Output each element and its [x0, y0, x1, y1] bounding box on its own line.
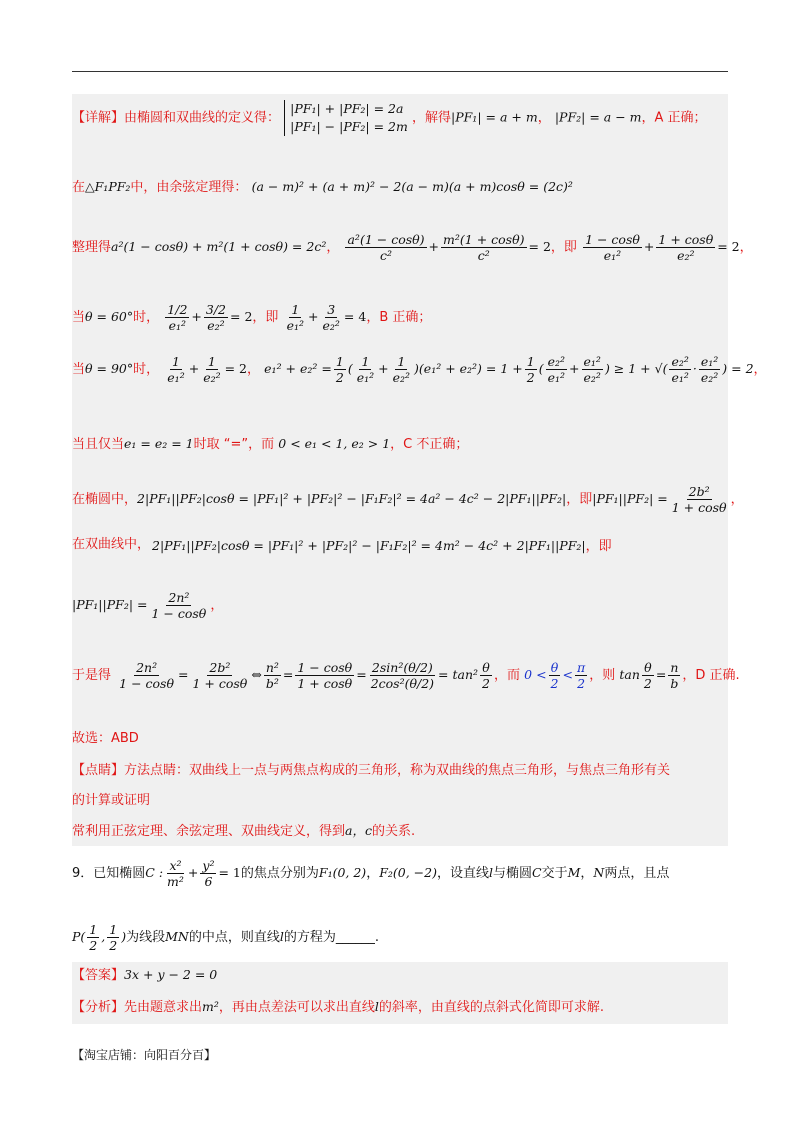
F2: F₂(0, −2)	[379, 865, 437, 880]
fraction: $\frac{\theta}{2}$	[643, 660, 652, 691]
answer-label: 【答案】	[72, 968, 125, 983]
fraction: $\frac{1}{\text{e₂²}}$	[203, 354, 221, 385]
text: ，A 正确；	[641, 110, 707, 126]
m2: m²	[202, 999, 219, 1014]
fraction: $\frac{\text{e₁²}}{\text{e₂²}}$	[700, 354, 719, 385]
text: ，即	[550, 240, 577, 255]
fraction: $\frac{\text{a²(1 − cosθ)}}{\text{c²}}$	[347, 232, 425, 263]
fraction: $\frac{\text{2b²}}{1 + \cos\theta}$	[192, 660, 248, 691]
text: ，B 正确；	[366, 310, 432, 325]
MN: MN	[165, 929, 189, 944]
text: 方法点睛：双曲线上一点与两焦点构成的三角形，称为双曲线的焦点三角形，与焦点三角形有关	[124, 763, 671, 778]
text: 在椭圆中，	[72, 492, 138, 507]
fraction: $\frac{\text{2sin²(θ/2)}}{\text{2cos²(θ/2)}}$	[370, 660, 435, 691]
text: ，C 不正确；	[390, 437, 469, 452]
text: 当且仅当	[72, 437, 125, 452]
fraction: $\frac{n}{b}$	[670, 660, 679, 691]
fraction: $\frac{1}{2}$	[109, 922, 118, 953]
analysis-line	[72, 998, 604, 1017]
eq-e: e₁ = e₂ = 1	[124, 436, 194, 451]
fraction: $\frac{\text{n²}}{\text{b²}}$	[265, 660, 279, 691]
detail-line-8b	[72, 536, 150, 554]
definition-system	[284, 100, 408, 136]
fraction: $\frac{\theta}{2}$	[482, 660, 490, 691]
text: 两点，且点	[604, 866, 670, 881]
detail-line-6	[72, 424, 468, 454]
text: 的斜率，由直线的点斜式化简即可求解.	[378, 1000, 605, 1015]
fraction: $\frac{1}{2}$	[335, 354, 344, 385]
highlight-label: 【点睛】	[72, 763, 125, 778]
text: 先由题意求出	[124, 1000, 203, 1015]
fraction: $\frac{1}{\text{e₁²}}$	[286, 302, 304, 333]
highlight-line-1	[72, 762, 670, 780]
theta-90: θ = 90°	[85, 361, 134, 376]
fraction: $\frac{1 - \cos\theta}{\text{e₁²}}$	[585, 232, 640, 263]
fraction: $\frac{\text{e₂²}}{\text{e₁²}}$	[547, 354, 566, 385]
question-9-line-1: 9．已知椭圆C : $\frac{\text{x²}}{\text{m²}}$ + $\frac{\text{y²}}{6}$ = 1的焦点分别为F₁(0, 2)，F₂(0, −2)，设直线l与椭圆C交于M，N两点，且点	[72, 858, 670, 889]
text: 时，	[133, 362, 160, 377]
text: 交于	[541, 866, 568, 881]
text: 时，	[133, 310, 160, 325]
text: ，即	[585, 539, 612, 554]
text: 的关系.	[371, 824, 416, 839]
text: 中，由余弦定理得：	[130, 180, 248, 195]
N: N	[593, 865, 605, 880]
header-rule	[72, 71, 728, 72]
detail-label: 【详解】	[72, 110, 125, 126]
highlight-line-3	[72, 822, 415, 841]
text: 的中点，则直线	[188, 930, 280, 945]
detail-line-2	[72, 178, 573, 197]
text: ，即	[566, 492, 593, 507]
analysis-label: 【分析】	[72, 1000, 125, 1015]
fraction: $\frac{\text{m²(1 + cosθ)}}{\text{c²}}$	[443, 232, 525, 263]
detail-line-9: |PF₁||PF₂| = $\frac{\text{2n²}}{1 - \cos\theta}$ ，	[72, 590, 224, 621]
eq: |PF₁| − |PF₂| = 2m	[290, 119, 408, 134]
fraction: $\frac{\text{e₁²}}{\text{e₂²}}$	[583, 354, 601, 385]
l: l	[279, 929, 284, 944]
question-9-line-2: P( $\frac{1}{2}$ , $\frac{1}{2}$ )为线段MN的中点，则直线l的方程为______.	[72, 922, 379, 953]
text: 时取 “=”，而	[193, 437, 275, 452]
pf2-result: |PF₂| = a − m	[554, 109, 642, 125]
fraction: $\frac{1/2}{\text{e₁²}}$	[167, 302, 188, 333]
fraction: $\frac{\text{2n²}}{1 - \cos\theta}$	[151, 590, 207, 621]
detail-line-5: 当θ = 90°时， $\frac{1}{\text{e₁²}}$ + $\frac{1}{\text{e₂²}}$ = 2， e₁² + e₂² = $\frac{1}{2}$ ( $\frac{1}{\text{e₁²}}$ + $\frac{1}{\text{e₂²}}$ )(e₁² + e₂²) = 1 + $\frac{1}{2}$ ( $\frac{\text{e₂²}}{\text{e₁²}}$ + $\frac{\text{e₁²}}{\text{e₂²}}$ ) ≥ 1 + √( $\frac{\text{e₂²}}{\text{e₁²}}$ · $\frac{\text{e₁²}}{\text{e₂²}}$ ) = 2，	[72, 354, 767, 385]
text: 与椭圆	[492, 866, 532, 881]
fraction: $\frac{\text{2b²}}{1 + \cos\theta}$	[671, 484, 727, 515]
fraction: $\frac{1}{\text{e₁²}}$	[167, 354, 185, 385]
text: ，再由点差法可以求出直线	[218, 1000, 375, 1015]
text: 常利用正弦定理、余弦定理、双曲线定义，得到	[72, 824, 346, 839]
footer-shop: 【淘宝店铺：向阳百分百】	[72, 1048, 217, 1062]
fraction: $\frac{3}{\text{e₂²}}$	[322, 302, 340, 333]
fraction: $\frac{\pi}{2}$	[576, 660, 586, 691]
hyperbola-eq: 2|PF₁||PF₂|cosθ = |PF₁|² + |PF₂|² − |F₁F₂|² = 4m² − 4c² + 2|PF₁||PF₂|	[152, 538, 586, 553]
text: 为线段	[126, 930, 166, 945]
fraction: $\frac{1}{\text{e₁²}}$	[356, 354, 375, 385]
answer-line	[72, 966, 217, 985]
text: 于是得	[72, 668, 112, 683]
fraction: $\frac{\text{2n²}}{1 - \cos\theta}$	[119, 660, 174, 691]
C: C	[532, 865, 542, 880]
text: 在双曲线中，	[72, 537, 151, 552]
fraction: $\frac{\text{x²}}{\text{m²}}$	[167, 858, 184, 889]
choice-line: 故选：ABD	[72, 731, 139, 746]
text: 当	[72, 362, 86, 377]
theta-60: θ = 60°	[85, 309, 134, 324]
cosine-law-eq: (a − m)² + (a + m)² − 2(a − m)(a + m)cosθ = (2c)²	[251, 179, 573, 194]
highlight-line-2: 的计算或证明	[72, 793, 151, 808]
F1: F₁(0, 2)	[318, 865, 367, 880]
fraction: $\frac{1 + \cos\theta}{\text{e₂²}}$	[658, 232, 714, 263]
text: ，解得	[412, 110, 452, 126]
ac: a，c	[345, 823, 372, 838]
fraction: $\frac{\text{e₂²}}{\text{e₁²}}$	[671, 354, 689, 385]
detail-line-3: 整理得a²(1 − cosθ) + m²(1 + cosθ) = 2c²， $\frac{\text{a²(1 − cosθ)}}{\text{c²}}$ + $\frac{\text{m²(1 + cosθ)}}{\text{c²}}$ = 2，即 $\frac{1 - \cos\theta}{\text{e₁²}}$ + $\frac{1 + \cos\theta}{\text{e₂²}}$ = 2，	[72, 232, 753, 263]
fraction: $\frac{1}{2}$	[526, 354, 535, 385]
fraction: $\frac{\text{y²}}{6}$	[202, 858, 215, 889]
detail-line-1: 【详解】由椭圆和双曲线的定义得： |PF₁| + |PF₂| = 2a |PF₁| − |PF₂| = 2m ，解得|PF₁| = a + m， |PF₂| = a − m，A 正确；	[72, 101, 707, 134]
solution-shaded-block	[72, 94, 728, 846]
text: 由椭圆和双曲线的定义得：	[124, 110, 281, 126]
l: l	[488, 865, 493, 880]
ellipse-eq: 2|PF₁||PF₂|cosθ = |PF₁|² + |PF₂|² − |F₁F₂|² = 4a² − 4c² − 2|PF₁||PF₂|	[137, 491, 567, 506]
detail-line-4: 当θ = 60°时， $\frac{1/2}{\text{e₁²}}$ + $\frac{3/2}{\text{e₂²}}$ = 2，即 $\frac{1}{\text{e₁²}}$ + $\frac{3}{\text{e₂²}}$ = 4，B 正确；	[72, 302, 432, 333]
text: ，而	[493, 668, 520, 683]
fraction: $\frac{1}{2}$	[89, 922, 98, 953]
text: ，则	[589, 668, 616, 683]
eq: |PF₁| + |PF₂| = 2a	[290, 101, 404, 116]
M: M	[567, 865, 581, 880]
triangle: △F₁PF₂	[85, 179, 131, 194]
text: 的焦点分别为	[240, 866, 319, 881]
text: ，即	[252, 310, 279, 325]
simplified-eq: a²(1 − cosθ) + m²(1 + cosθ) = 2c²	[111, 239, 327, 254]
answer-eq: 3x + y − 2 = 0	[124, 967, 218, 982]
text: ，D 正确.	[682, 668, 740, 683]
detail-line-10: 于是得 $\frac{\text{2n²}}{1 - \cos\theta}$ = $\frac{\text{2b²}}{1 + \cos\theta}$ ⇔ $\frac{\text{n²}}{\text{b²}}$ = $\frac{1 - \cos\theta}{1 + \cos\theta}$ = $\frac{\text{2sin²(θ/2)}}{\text{2cos²(θ/2)}}$ = tan² $\frac{\theta}{2}$ ，而 0 < $\frac{\theta}{2}$ < $\frac{\pi}{2}$ ，则 tan $\frac{\theta}{2}$ = $\frac{n}{b}$ ，D 正确.	[72, 660, 740, 691]
fraction: $\frac{3/2}{\text{e₂²}}$	[205, 302, 227, 333]
fraction: $\frac{1 - \cos\theta}{1 + \cos\theta}$	[297, 660, 353, 691]
fraction: $\frac{1}{\text{e₂²}}$	[392, 354, 411, 385]
detail-line-8	[72, 520, 612, 556]
ineq-e: 0 < e₁ < 1, e₂ > 1	[278, 436, 391, 451]
l: l	[374, 999, 379, 1014]
text: 9．已知椭圆	[72, 866, 146, 881]
text: 整理得	[72, 240, 112, 255]
text: ，设直线	[436, 866, 489, 881]
detail-line-7: 在椭圆中，2|PF₁||PF₂|cosθ = |PF₁|² + |PF₂|² − |F₁F₂|² = 4a² − 4c² − 2|PF₁||PF₂|，即|PF₁||PF₂| = $\frac{\text{2b²}}{1 + \cos\theta}$ ，	[72, 484, 744, 515]
fraction: $\frac{\theta}{2}$	[550, 660, 559, 691]
text: 的方程为______.	[283, 930, 379, 945]
pf1-result: |PF₁| = a + m	[451, 109, 538, 125]
text: 当	[72, 310, 86, 325]
text: 在	[72, 180, 86, 195]
